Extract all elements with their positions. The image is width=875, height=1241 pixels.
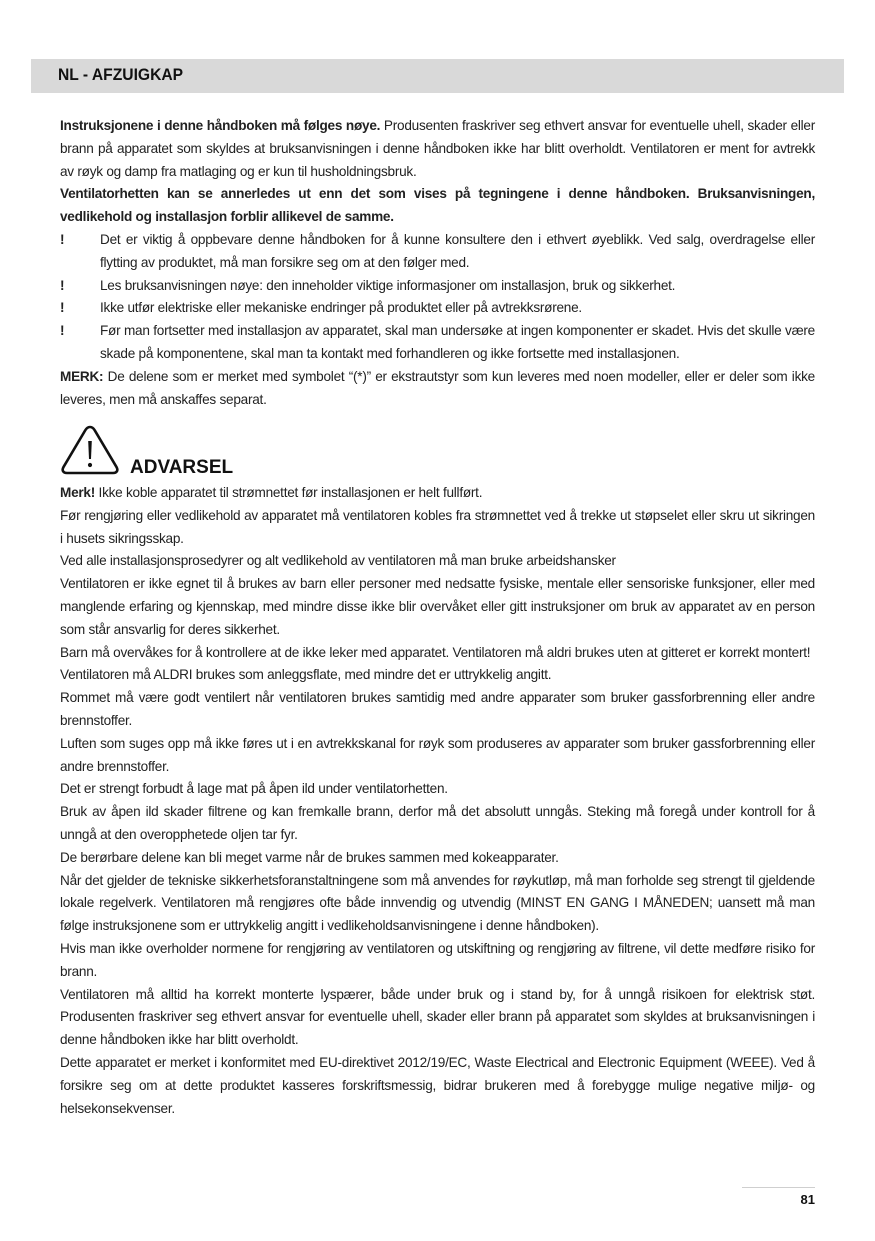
warning-paragraph: Ventilatoren må ALDRI brukes som anleggsflate, med mindre det er uttrykkelig angitt. bbox=[60, 667, 552, 683]
warning-title: ADVARSEL bbox=[130, 457, 234, 478]
bullet-text: Det er viktig å oppbevare denne håndboken for å kunne konsultere den i ethvert øyeblikk. Ved salg, overdragelse eller flytting av produktet, må man forsikre seg om at den følger med. bbox=[100, 231, 815, 270]
exclamation-mark: ! bbox=[60, 300, 65, 316]
warning-paragraph: Før rengjøring eller vedlikehold av apparatet må ventilatoren kobles fra strømnettet ved å trekke ut støpselet eller skru ut sikringen i husets sikringsskap. bbox=[60, 507, 815, 546]
bullet-item bbox=[60, 297, 815, 320]
warning-paragraph: Ved alle installasjonsprosedyrer og alt vedlikehold av ventilatoren må man bruke arbeidshansker bbox=[60, 553, 616, 569]
footer-divider bbox=[742, 1187, 815, 1188]
bullet-item bbox=[60, 229, 815, 275]
design-note-paragraph: Ventilatorhetten kan se annerledes ut enn det som vises på tegningene i denne håndboken. Bruksanvisningen, vedlikehold og installasjon forblir allikevel de samme. bbox=[60, 186, 815, 225]
intro-paragraph bbox=[60, 115, 815, 183]
warning-paragraph: Barn må overvåkes for å kontrollere at de ikke leker med apparatet. Ventilatoren må aldri brukes uten at gitteret er korrekt montert! bbox=[60, 644, 811, 660]
warning-paragraph bbox=[60, 482, 815, 505]
warning-note-label: Merk! bbox=[60, 485, 96, 500]
warning-paragraph: Ventilatoren er ikke egnet til å brukes av barn eller personer med nedsatte fysiske, mentale eller sensoriske funksjoner, eller med manglende erfaring og kjennskap, med mindre disse ikke blir overvåket eller gitt instruksjoner om bruk av apparatet av en person som står ansvarlig for deres sikkerhet. bbox=[60, 576, 815, 637]
bullet-text: Før man fortsetter med installasjon av apparatet, skal man undersøke at ingen komponenter er skadet. Hvis det skulle være skade på komponentene, skal man ta kontakt med forhandleren og ikke fortsette med installasjonen. bbox=[100, 323, 815, 361]
exclamation-mark: ! bbox=[60, 231, 65, 247]
section-header-bar bbox=[31, 59, 844, 93]
warning-paragraph: Ventilatoren må alltid ha korrekt monterte lyspærer, både under bruk og i stand by, for å unngå risikoen for elektrisk støt. Produsenten fraskriver seg ethvert ansvar for eventuelle uhell, skader eller brann på apparatet som skyldes at bruksanvisningen i denne håndboken ikke har blitt overholdt. bbox=[60, 986, 815, 1048]
warning-paragraph: Dette apparatet er merket i konformitet med EU-direktivet 2012/19/EC, Waste Electrical and Electronic Equipment (WEEE). Ved å forsikre seg om at dette produktet kasseres forskriftsmessig, bidrar brukeren med å forebygge mulige negative miljø- og helsekonsekvenser. bbox=[60, 1054, 815, 1116]
warning-paragraph: Hvis man ikke overholder normene for rengjøring av ventilatoren og utskiftning og rengjøring av filtrene, vil dette medføre risiko for brann. bbox=[60, 940, 815, 979]
warning-paragraph: Når det gjelder de tekniske sikkerhetsforanstaltningene som må anvendes for røykutløp, må man forholde seg strengt til gjeldende lokale regelverk. Ventilatoren må rengjøres ofte både innvendig og utvendig (MINST EN GANG I MÅNEDEN; uansett må man følge instruksjonene som er uttrykkelig angitt i vedlikeholdsanvisningene i denne håndboken). bbox=[60, 872, 815, 934]
intro-bold-lead: Instruksjonene i denne håndboken må følges nøye. bbox=[60, 118, 381, 133]
warning-heading bbox=[60, 424, 460, 480]
warning-paragraph: Rommet må være godt ventilert når ventilatoren brukes samtidig med andre apparater som bruker gassforbrenning eller andre brennstoffer. bbox=[60, 690, 815, 728]
intro-section bbox=[60, 115, 815, 411]
warning-note-text: Ikke koble apparatet til strømnettet før installasjonen er helt fullført. bbox=[95, 485, 483, 500]
section-title: NL - AFZUIGKAP bbox=[58, 65, 184, 84]
warning-paragraph: Det er strengt forbudt å lage mat på åpen ild under ventilatorhetten. bbox=[60, 781, 448, 797]
warning-paragraph: Bruk av åpen ild skader filtrene og kan fremkalle brann, derfor må det absolutt unngås. Steking må foregå under kontroll for å unngå at den overopphetede oljen tar fyr. bbox=[60, 804, 815, 842]
note-paragraph bbox=[60, 366, 815, 412]
note-text: De delene som er merket med symbolet “(*)” er ekstrautstyr som kun leveres med noen modeller, eller er deler som ikke leveres, men må anskaffes separat. bbox=[60, 368, 815, 407]
intro-text: Produsenten fraskriver seg ethvert ansvar for eventuelle uhell, skader eller brann på apparatet som skyldes at bruksanvisningen i denne håndboken ikke har blitt overholdt. Ventilatoren er ment for avtrekk av røyk og damp fra matlaging og er kun til husholdningsbruk. bbox=[60, 118, 816, 179]
bullet-item bbox=[60, 320, 815, 366]
bullet-item bbox=[60, 275, 815, 298]
warning-paragraph: De berørbare delene kan bli meget varme når de brukes sammen med kokeapparater. bbox=[60, 849, 559, 865]
exclamation-mark: ! bbox=[60, 323, 65, 339]
warning-paragraph: Luften som suges opp må ikke føres ut i en avtrekkskanal for røyk som produseres av apparater som bruker gassforbrenning eller andre brennstoffer. bbox=[60, 735, 815, 774]
bullet-text: Les bruksanvisningen nøye: den inneholder viktige informasjoner om installasjon, bruk og sikkerhet. bbox=[100, 277, 676, 293]
exclamation-mark: ! bbox=[60, 277, 65, 293]
warning-section bbox=[60, 482, 815, 1120]
page-number: 81 bbox=[800, 1192, 815, 1207]
warning-triangle-icon bbox=[60, 424, 120, 476]
note-label: MERK: bbox=[60, 368, 104, 384]
bullet-text: Ikke utfør elektriske eller mekaniske endringer på produktet eller på avtrekksrørene. bbox=[100, 300, 582, 316]
